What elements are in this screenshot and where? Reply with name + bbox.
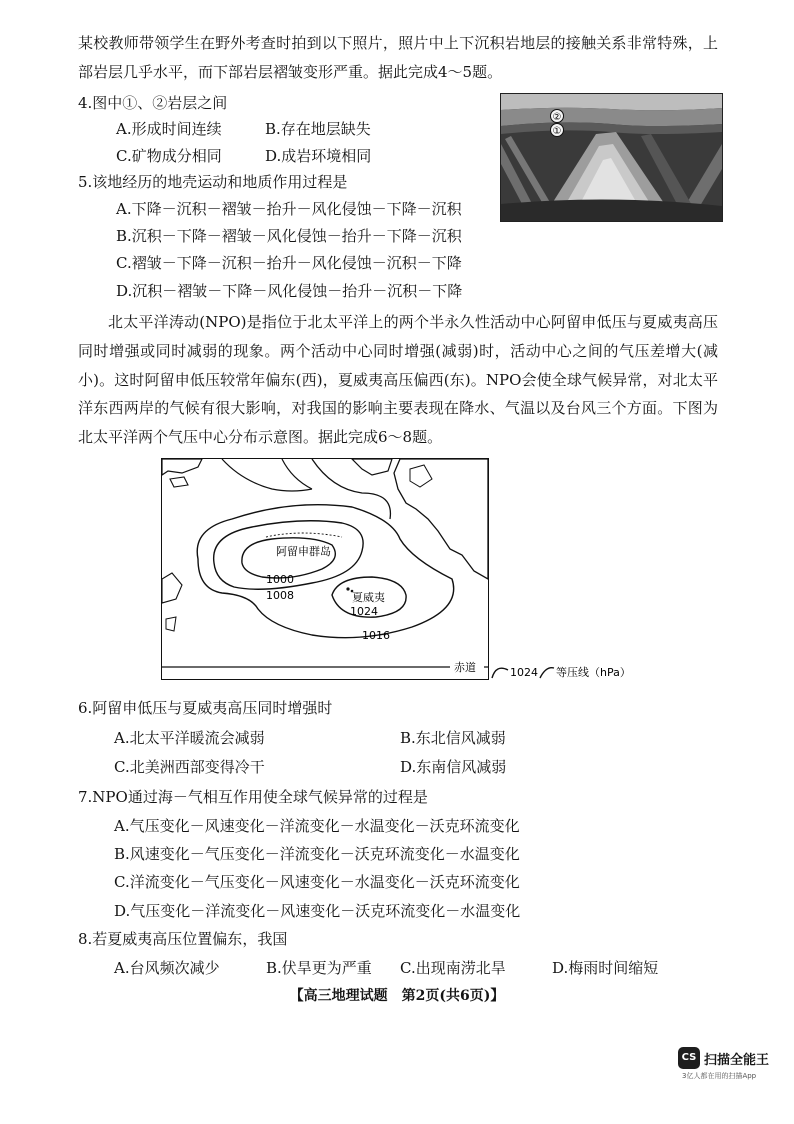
- legend-isobar-value: 1024: [510, 666, 538, 679]
- isobar-label-1016: 1016: [362, 629, 390, 642]
- photo-label-layer-1: ①: [552, 126, 562, 137]
- question-4-stem: 4.图中①、②岩层之间: [78, 94, 228, 112]
- map-legend: [490, 662, 690, 683]
- question-7-option-c: C.洋流变化－气压变化－风速变化－水温变化－沃克环流变化: [114, 873, 520, 891]
- question-6-option-a: A.北太平洋暖流会减弱: [114, 729, 265, 747]
- photo-label-layer-2: ②: [552, 112, 562, 123]
- legend-isobar-label: 等压线（hPa）: [556, 666, 631, 679]
- isobar-label-1024: 1024: [350, 605, 378, 618]
- question-6-stem: 6.阿留申低压与夏威夷高压同时增强时: [78, 699, 333, 717]
- rock-strata-drawing: [501, 94, 722, 221]
- map-label-equator: 赤道: [454, 661, 476, 674]
- question-8-option-a: A.台风频次减少: [114, 959, 220, 977]
- isobar-map-drawing: [162, 459, 488, 679]
- question-8-option-b: B.伏旱更为严重: [266, 959, 372, 977]
- question-4-option-c: C.矿物成分相同: [116, 147, 222, 165]
- question-7-option-b: B.风速变化－气压变化－洋流变化－沃克环流变化－水温变化: [114, 845, 520, 863]
- map-label-hawaii: 夏威夷: [352, 591, 385, 604]
- question-5-stem: 5.该地经历的地壳运动和地质作用过程是: [78, 173, 348, 191]
- rock-strata-photo: [500, 93, 723, 222]
- camscanner-logo-icon: CS: [678, 1047, 700, 1069]
- question-8-option-c: C.出现南涝北旱: [400, 959, 506, 977]
- question-7-option-a: A.气压变化－风速变化－洋流变化－水温变化－沃克环流变化: [114, 817, 520, 835]
- question-5-option-a: A.下降－沉积－褶皱－抬升－风化侵蚀－下降－沉积: [116, 200, 462, 218]
- question-5-option-b: B.沉积－下降－褶皱－风化侵蚀－抬升－下降－沉积: [116, 227, 462, 245]
- intro-paragraph-q6-8: 北太平洋涛动(NPO)是指位于北太平洋上的两个半永久性活动中心阿留申低压与夏威夷高压同时增强或同时减弱的现象。两个活动中心同时增强(减弱)时，活动中心之间的气压差增大(减小)。这时阿留申低压较常年偏东(西)，夏威夷高压偏西(东)。NPO会使全球气候异常，对北太平洋东西两岸的气候有很大影响，对我国的影响主要表现在降水、气温以及台风三个方面。下图为北太平洋两个气压中心分布示意图。据此完成6～8题。: [78, 313, 718, 447]
- question-7-option-d: D.气压变化－洋流变化－风速变化－沃克环流变化－水温变化: [114, 902, 521, 920]
- page-footer: 【高三地理试题 第2页(共6页)】: [289, 988, 505, 1004]
- question-7-stem: 7.NPO通过海－气相互作用使全球气候异常的过程是: [78, 788, 428, 806]
- map-label-aleutian: 阿留申群岛: [276, 545, 331, 558]
- question-8-option-d: D.梅雨时间缩短: [552, 959, 659, 977]
- camscanner-name: 扫描全能王: [704, 1053, 770, 1068]
- question-6-option-d: D.东南信风减弱: [400, 758, 507, 776]
- question-6-option-b: B.东北信风减弱: [400, 729, 506, 747]
- camscanner-tagline: 3亿人都在用的扫描App: [682, 1072, 757, 1080]
- question-5-option-d: D.沉积－褶皱－下降－风化侵蚀－抬升－沉积－下降: [116, 282, 463, 300]
- question-5-option-c: C.褶皱－下降－沉积－抬升－风化侵蚀－沉积－下降: [116, 254, 462, 272]
- question-4-option-d: D.成岩环境相同: [265, 147, 372, 165]
- question-6-option-c: C.北美洲西部变得冷干: [114, 758, 265, 776]
- isobar-label-1000: 1000: [266, 573, 294, 586]
- question-4-option-a: A.形成时间连续: [116, 120, 222, 138]
- isobar-label-1008: 1008: [266, 589, 294, 602]
- pressure-center-map: [161, 458, 489, 680]
- question-4-option-b: B.存在地层缺失: [265, 120, 371, 138]
- isobar-legend-symbol: [490, 662, 690, 680]
- intro-paragraph-q4-5: 某校教师带领学生在野外考查时拍到以下照片，照片中上下沉积岩地层的接触关系非常特殊，上部岩层几乎水平，而下部岩层褶皱变形严重。据此完成4～5题。: [78, 34, 718, 81]
- question-8-stem: 8.若夏威夷高压位置偏东，我国: [78, 930, 288, 948]
